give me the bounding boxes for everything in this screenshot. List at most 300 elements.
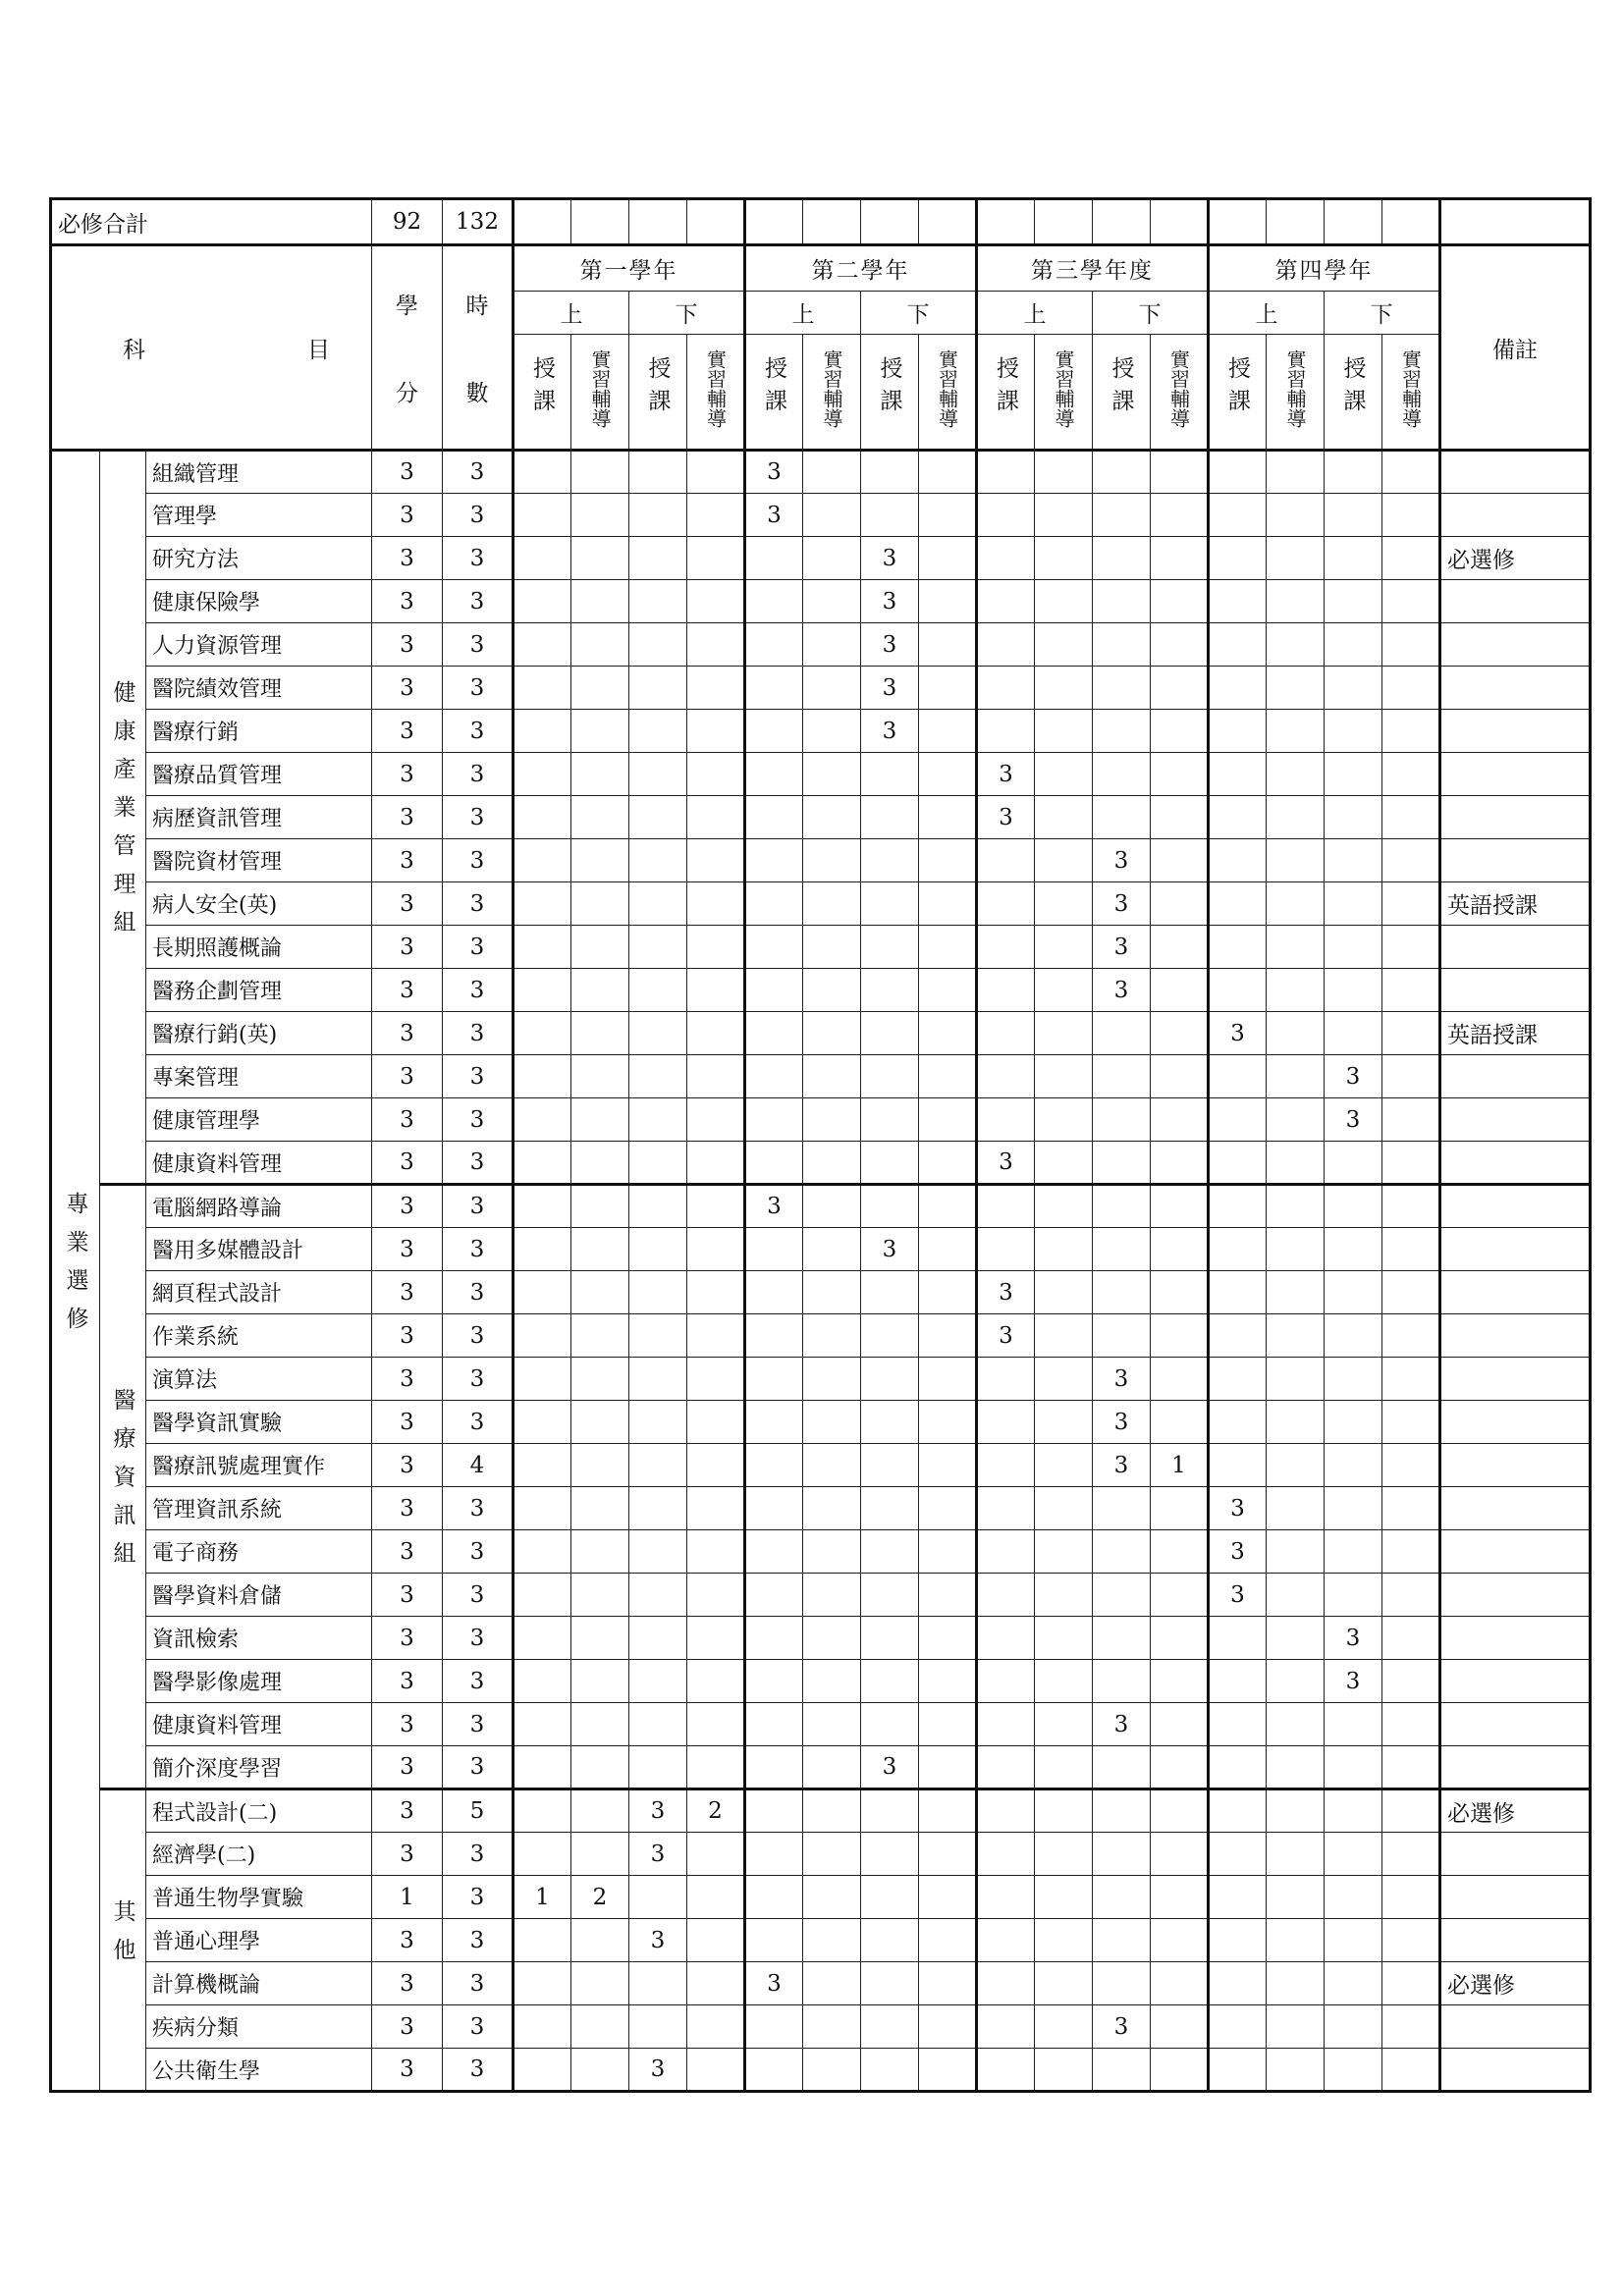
semester-cell bbox=[977, 451, 1035, 494]
semester-cell bbox=[1382, 1487, 1440, 1530]
course-name: 醫用多媒體設計 bbox=[146, 1228, 372, 1271]
semester-cell bbox=[745, 753, 803, 796]
semester-cell bbox=[861, 1919, 919, 1962]
semester-cell bbox=[919, 1660, 977, 1703]
semester-cell bbox=[1209, 1314, 1267, 1358]
semester-cell bbox=[571, 1660, 629, 1703]
semester-cell bbox=[919, 1746, 977, 1789]
semester-cell bbox=[919, 1055, 977, 1098]
semester-cell bbox=[629, 926, 687, 969]
semester-cell bbox=[629, 1487, 687, 1530]
semester-cell bbox=[1209, 1617, 1267, 1660]
semester-cell bbox=[745, 1789, 803, 1833]
semester-cell bbox=[1035, 1487, 1093, 1530]
course-name: 醫學資訊實驗 bbox=[146, 1401, 372, 1444]
semester-cell: 3 bbox=[745, 1962, 803, 2005]
semester-cell bbox=[803, 1358, 861, 1401]
semester-cell bbox=[687, 2005, 745, 2049]
semester-cell bbox=[745, 667, 803, 710]
semester-cell bbox=[571, 1401, 629, 1444]
semester-cell bbox=[861, 969, 919, 1012]
semester-cell bbox=[1035, 1962, 1093, 2005]
semester-cell bbox=[977, 580, 1035, 623]
semester-cell bbox=[1035, 1271, 1093, 1314]
semester-cell bbox=[1151, 1012, 1209, 1055]
practice-header: 實習輔導 bbox=[919, 335, 977, 451]
course-row bbox=[51, 710, 1591, 753]
course-remark bbox=[1440, 1185, 1591, 1228]
semester-cell bbox=[919, 1833, 977, 1876]
semester-cell bbox=[1151, 1574, 1209, 1617]
semester-cell: 3 bbox=[1093, 1703, 1151, 1746]
semester-cell bbox=[803, 623, 861, 667]
semester-cell bbox=[1382, 1055, 1440, 1098]
course-name: 醫院資材管理 bbox=[146, 839, 372, 882]
course-list bbox=[51, 451, 1591, 2092]
semester-cell bbox=[1325, 667, 1382, 710]
semester-cell bbox=[1151, 623, 1209, 667]
hours-header: 時 數 bbox=[443, 245, 514, 451]
semester-cell bbox=[745, 1746, 803, 1789]
course-remark bbox=[1440, 1660, 1591, 1703]
semester-cell: 3 bbox=[1325, 1055, 1382, 1098]
semester-cell bbox=[1382, 1142, 1440, 1185]
summary-credits: 92 bbox=[372, 199, 443, 245]
semester-cell bbox=[1267, 1487, 1325, 1530]
semester-cell bbox=[1151, 1142, 1209, 1185]
course-remark bbox=[1440, 1746, 1591, 1789]
semester-cell bbox=[1325, 710, 1382, 753]
semester-cell bbox=[1267, 1789, 1325, 1833]
semester-cell bbox=[745, 882, 803, 926]
course-hours: 3 bbox=[443, 753, 514, 796]
course-row bbox=[51, 1530, 1591, 1574]
semester-cell bbox=[1209, 1401, 1267, 1444]
semester-cell bbox=[803, 1660, 861, 1703]
semester-cell bbox=[803, 710, 861, 753]
course-name: 健康管理學 bbox=[146, 1098, 372, 1142]
semester-cell bbox=[803, 969, 861, 1012]
semester-cell bbox=[1382, 1660, 1440, 1703]
semester-cell bbox=[1325, 1746, 1382, 1789]
semester-cell bbox=[1035, 1055, 1093, 1098]
year-3-header: 第三學年度 bbox=[977, 245, 1209, 292]
semester-cell bbox=[571, 2005, 629, 2049]
semester-cell bbox=[803, 1444, 861, 1487]
semester-cell bbox=[514, 753, 571, 796]
course-remark bbox=[1440, 623, 1591, 667]
semester-cell bbox=[1093, 494, 1151, 537]
semester-cell bbox=[1151, 494, 1209, 537]
semester-cell bbox=[803, 1142, 861, 1185]
semester-cell bbox=[629, 1746, 687, 1789]
semester-cell bbox=[861, 926, 919, 969]
semester-cell bbox=[1267, 1574, 1325, 1617]
semester-cell bbox=[1267, 1617, 1325, 1660]
credits-header: 學 分 bbox=[372, 245, 443, 451]
semester-cell bbox=[571, 796, 629, 839]
semester-cell bbox=[1267, 839, 1325, 882]
semester-cell bbox=[1325, 537, 1382, 580]
semester-cell bbox=[629, 1185, 687, 1228]
course-name: 健康資料管理 bbox=[146, 1703, 372, 1746]
semester-cell bbox=[1382, 1789, 1440, 1833]
course-remark bbox=[1440, 451, 1591, 494]
course-name: 病歷資訊管理 bbox=[146, 796, 372, 839]
semester-cell bbox=[1382, 882, 1440, 926]
semester-cell bbox=[1209, 753, 1267, 796]
semester-cell bbox=[803, 1487, 861, 1530]
course-hours: 3 bbox=[443, 1617, 514, 1660]
course-credits: 3 bbox=[372, 839, 443, 882]
semester-cell: 3 bbox=[1093, 839, 1151, 882]
semester-cell bbox=[1093, 537, 1151, 580]
semester-cell bbox=[803, 882, 861, 926]
semester-cell bbox=[629, 1962, 687, 2005]
semester-cell bbox=[1325, 882, 1382, 926]
semester-cell bbox=[571, 1358, 629, 1401]
semester-cell bbox=[1325, 1012, 1382, 1055]
semester-cell bbox=[1209, 2005, 1267, 2049]
course-hours: 3 bbox=[443, 1271, 514, 1314]
semester-cell bbox=[1151, 839, 1209, 882]
semester-cell bbox=[1151, 926, 1209, 969]
semester-cell bbox=[571, 1617, 629, 1660]
semester-cell bbox=[919, 1703, 977, 1746]
semester-cell bbox=[977, 710, 1035, 753]
semester-cell bbox=[1267, 1055, 1325, 1098]
semester-cell bbox=[861, 753, 919, 796]
semester-cell bbox=[687, 1962, 745, 2005]
semester-cell bbox=[861, 1055, 919, 1098]
course-credits: 3 bbox=[372, 882, 443, 926]
semester-cell bbox=[629, 1055, 687, 1098]
semester-cell: 3 bbox=[861, 667, 919, 710]
semester-cell bbox=[1209, 1789, 1267, 1833]
semester-cell: 3 bbox=[861, 580, 919, 623]
semester-cell bbox=[919, 1271, 977, 1314]
semester-cell bbox=[514, 1271, 571, 1314]
summary-label: 必修合計 bbox=[51, 199, 372, 245]
semester-cell: 3 bbox=[977, 1271, 1035, 1314]
semester-cell bbox=[1325, 2005, 1382, 2049]
semester-cell bbox=[803, 2049, 861, 2092]
semester-cell bbox=[687, 1703, 745, 1746]
semester-cell bbox=[1093, 667, 1151, 710]
course-hours: 3 bbox=[443, 1358, 514, 1401]
semester-cell bbox=[687, 1487, 745, 1530]
course-row bbox=[51, 1746, 1591, 1789]
semester-cell bbox=[571, 2049, 629, 2092]
course-name: 醫學影像處理 bbox=[146, 1660, 372, 1703]
lecture-header: 授課 bbox=[745, 335, 803, 451]
course-hours: 3 bbox=[443, 1487, 514, 1530]
semester-cell: 3 bbox=[977, 753, 1035, 796]
semester-cell bbox=[1035, 580, 1093, 623]
semester-cell bbox=[1151, 667, 1209, 710]
course-row bbox=[51, 1876, 1591, 1919]
semester-cell bbox=[745, 1314, 803, 1358]
semester-cell bbox=[861, 1574, 919, 1617]
semester-cell bbox=[1035, 1314, 1093, 1358]
semester-cell bbox=[861, 1962, 919, 2005]
semester-cell bbox=[745, 1142, 803, 1185]
semester-cell bbox=[571, 1444, 629, 1487]
lecture-header: 授課 bbox=[1325, 335, 1382, 451]
semester-cell bbox=[803, 537, 861, 580]
semester-cell bbox=[514, 1487, 571, 1530]
semester-cell bbox=[977, 1703, 1035, 1746]
course-credits: 3 bbox=[372, 1962, 443, 2005]
semester-cell bbox=[1382, 926, 1440, 969]
semester-cell bbox=[1267, 2005, 1325, 2049]
semester-cell bbox=[1151, 1660, 1209, 1703]
group-label-3: 其他 bbox=[100, 1789, 146, 2092]
practice-header: 實習輔導 bbox=[687, 335, 745, 451]
semester-cell bbox=[629, 1444, 687, 1487]
course-remark bbox=[1440, 1444, 1591, 1487]
semester-cell bbox=[919, 796, 977, 839]
semester-cell bbox=[1035, 926, 1093, 969]
semester-cell bbox=[803, 1401, 861, 1444]
semester-cell bbox=[803, 580, 861, 623]
semester-cell bbox=[687, 1098, 745, 1142]
course-row bbox=[51, 1919, 1591, 1962]
semester-cell bbox=[861, 1358, 919, 1401]
semester-cell bbox=[1382, 580, 1440, 623]
semester-cell bbox=[514, 2005, 571, 2049]
semester-cell bbox=[514, 1919, 571, 1962]
course-remark: 英語授課 bbox=[1440, 882, 1591, 926]
semester-cell bbox=[861, 1703, 919, 1746]
course-row bbox=[51, 451, 1591, 494]
semester-cell bbox=[745, 580, 803, 623]
course-hours: 3 bbox=[443, 882, 514, 926]
semester-cell bbox=[919, 1876, 977, 1919]
semester-cell bbox=[977, 1444, 1035, 1487]
semester-cell bbox=[629, 2005, 687, 2049]
semester-cell bbox=[803, 1185, 861, 1228]
semester-cell bbox=[1325, 1358, 1382, 1401]
semester-cell: 3 bbox=[861, 1746, 919, 1789]
semester-cell bbox=[514, 494, 571, 537]
header-row-years bbox=[51, 245, 1591, 292]
course-remark bbox=[1440, 1703, 1591, 1746]
semester-cell: 3 bbox=[1093, 926, 1151, 969]
semester-cell bbox=[1093, 1574, 1151, 1617]
course-hours: 3 bbox=[443, 1401, 514, 1444]
course-credits: 3 bbox=[372, 1185, 443, 1228]
semester-cell bbox=[571, 1271, 629, 1314]
course-row bbox=[51, 1271, 1591, 1314]
semester-cell bbox=[977, 2005, 1035, 2049]
course-hours: 3 bbox=[443, 623, 514, 667]
course-row bbox=[51, 1444, 1591, 1487]
semester-cell bbox=[919, 1919, 977, 1962]
semester-cell bbox=[1209, 1833, 1267, 1876]
semester-cell bbox=[1267, 1746, 1325, 1789]
semester-cell bbox=[687, 969, 745, 1012]
semester-cell bbox=[919, 494, 977, 537]
semester-cell bbox=[861, 1314, 919, 1358]
course-name: 作業系統 bbox=[146, 1314, 372, 1358]
semester-upper: 上 bbox=[977, 292, 1093, 335]
semester-cell bbox=[514, 623, 571, 667]
course-hours: 3 bbox=[443, 710, 514, 753]
semester-cell bbox=[1035, 1876, 1093, 1919]
semester-cell bbox=[571, 667, 629, 710]
course-name: 專案管理 bbox=[146, 1055, 372, 1098]
semester-cell bbox=[1382, 1703, 1440, 1746]
course-hours: 3 bbox=[443, 1833, 514, 1876]
course-name: 病人安全(英) bbox=[146, 882, 372, 926]
semester-cell bbox=[1093, 1919, 1151, 1962]
course-credits: 3 bbox=[372, 1055, 443, 1098]
semester-cell bbox=[514, 1962, 571, 2005]
course-name: 公共衛生學 bbox=[146, 2049, 372, 2092]
semester-cell bbox=[1382, 1962, 1440, 2005]
semester-cell bbox=[571, 1574, 629, 1617]
semester-cell bbox=[1325, 1142, 1382, 1185]
course-name: 資訊檢索 bbox=[146, 1617, 372, 1660]
semester-cell: 3 bbox=[629, 1833, 687, 1876]
semester-cell bbox=[1093, 1789, 1151, 1833]
semester-cell bbox=[1151, 1789, 1209, 1833]
semester-cell bbox=[571, 969, 629, 1012]
semester-cell: 3 bbox=[1209, 1012, 1267, 1055]
semester-cell bbox=[1093, 623, 1151, 667]
semester-cell bbox=[861, 1271, 919, 1314]
semester-cell bbox=[1035, 1228, 1093, 1271]
semester-cell bbox=[919, 1185, 977, 1228]
semester-cell bbox=[919, 1358, 977, 1401]
semester-cell bbox=[1382, 796, 1440, 839]
semester-cell bbox=[919, 1098, 977, 1142]
semester-cell bbox=[977, 1012, 1035, 1055]
semester-cell bbox=[629, 1228, 687, 1271]
course-name: 健康保險學 bbox=[146, 580, 372, 623]
semester-cell bbox=[977, 882, 1035, 926]
course-row bbox=[51, 1098, 1591, 1142]
semester-cell bbox=[1325, 1574, 1382, 1617]
semester-cell bbox=[629, 623, 687, 667]
semester-cell bbox=[571, 1487, 629, 1530]
semester-cell bbox=[1267, 1098, 1325, 1142]
course-row bbox=[51, 1314, 1591, 1358]
course-credits: 3 bbox=[372, 1358, 443, 1401]
semester-cell bbox=[1035, 1617, 1093, 1660]
semester-lower: 下 bbox=[1093, 292, 1209, 335]
semester-cell bbox=[1209, 1746, 1267, 1789]
semester-cell bbox=[571, 1919, 629, 1962]
semester-cell bbox=[977, 1401, 1035, 1444]
course-name: 簡介深度學習 bbox=[146, 1746, 372, 1789]
semester-cell bbox=[861, 1660, 919, 1703]
semester-cell bbox=[1093, 710, 1151, 753]
course-name: 疾病分類 bbox=[146, 2005, 372, 2049]
semester-cell bbox=[861, 1487, 919, 1530]
semester-cell bbox=[1093, 1142, 1151, 1185]
semester-cell bbox=[977, 1746, 1035, 1789]
semester-cell bbox=[745, 839, 803, 882]
semester-cell bbox=[919, 2005, 977, 2049]
course-row bbox=[51, 1617, 1591, 1660]
semester-cell bbox=[1151, 451, 1209, 494]
course-row bbox=[51, 882, 1591, 926]
remarks-header: 備註 bbox=[1440, 245, 1591, 451]
semester-cell bbox=[1093, 1487, 1151, 1530]
semester-cell bbox=[687, 926, 745, 969]
semester-cell bbox=[629, 537, 687, 580]
semester-cell bbox=[1209, 1876, 1267, 1919]
course-row bbox=[51, 969, 1591, 1012]
semester-cell bbox=[1382, 1444, 1440, 1487]
semester-cell bbox=[514, 667, 571, 710]
course-credits: 3 bbox=[372, 969, 443, 1012]
semester-cell bbox=[1035, 1833, 1093, 1876]
course-hours: 3 bbox=[443, 1314, 514, 1358]
course-credits: 3 bbox=[372, 1098, 443, 1142]
semester-cell bbox=[514, 1401, 571, 1444]
lecture-header: 授課 bbox=[977, 335, 1035, 451]
semester-cell bbox=[1035, 1789, 1093, 1833]
semester-cell bbox=[1035, 667, 1093, 710]
semester-cell: 3 bbox=[1209, 1574, 1267, 1617]
semester-cell bbox=[1209, 2049, 1267, 2092]
semester-upper: 上 bbox=[745, 292, 861, 335]
semester-cell bbox=[1267, 1271, 1325, 1314]
course-remark: 必選修 bbox=[1440, 537, 1591, 580]
semester-cell bbox=[1267, 969, 1325, 1012]
semester-cell bbox=[745, 1660, 803, 1703]
course-credits: 3 bbox=[372, 1530, 443, 1574]
summary-hours: 132 bbox=[443, 199, 514, 245]
course-hours: 3 bbox=[443, 1962, 514, 2005]
semester-cell bbox=[1382, 1185, 1440, 1228]
course-row bbox=[51, 1703, 1591, 1746]
semester-upper: 上 bbox=[514, 292, 629, 335]
semester-cell bbox=[745, 1012, 803, 1055]
semester-cell bbox=[514, 1098, 571, 1142]
semester-cell bbox=[1267, 1530, 1325, 1574]
semester-cell bbox=[571, 1055, 629, 1098]
semester-cell bbox=[861, 451, 919, 494]
semester-cell bbox=[687, 623, 745, 667]
semester-cell bbox=[1325, 1876, 1382, 1919]
semester-cell bbox=[1267, 1444, 1325, 1487]
semester-cell bbox=[919, 451, 977, 494]
semester-cell bbox=[1209, 1055, 1267, 1098]
course-hours: 3 bbox=[443, 1012, 514, 1055]
semester-cell bbox=[687, 667, 745, 710]
course-row bbox=[51, 623, 1591, 667]
semester-cell bbox=[861, 839, 919, 882]
semester-cell bbox=[514, 580, 571, 623]
course-hours: 3 bbox=[443, 839, 514, 882]
semester-cell bbox=[687, 1660, 745, 1703]
course-credits: 3 bbox=[372, 494, 443, 537]
semester-cell bbox=[687, 537, 745, 580]
semester-cell: 3 bbox=[745, 451, 803, 494]
semester-cell bbox=[1267, 451, 1325, 494]
course-name: 醫療行銷(英) bbox=[146, 1012, 372, 1055]
semester-cell bbox=[687, 1876, 745, 1919]
semester-cell bbox=[571, 451, 629, 494]
semester-cell bbox=[803, 1012, 861, 1055]
course-row bbox=[51, 537, 1591, 580]
course-credits: 3 bbox=[372, 1142, 443, 1185]
semester-cell bbox=[629, 839, 687, 882]
